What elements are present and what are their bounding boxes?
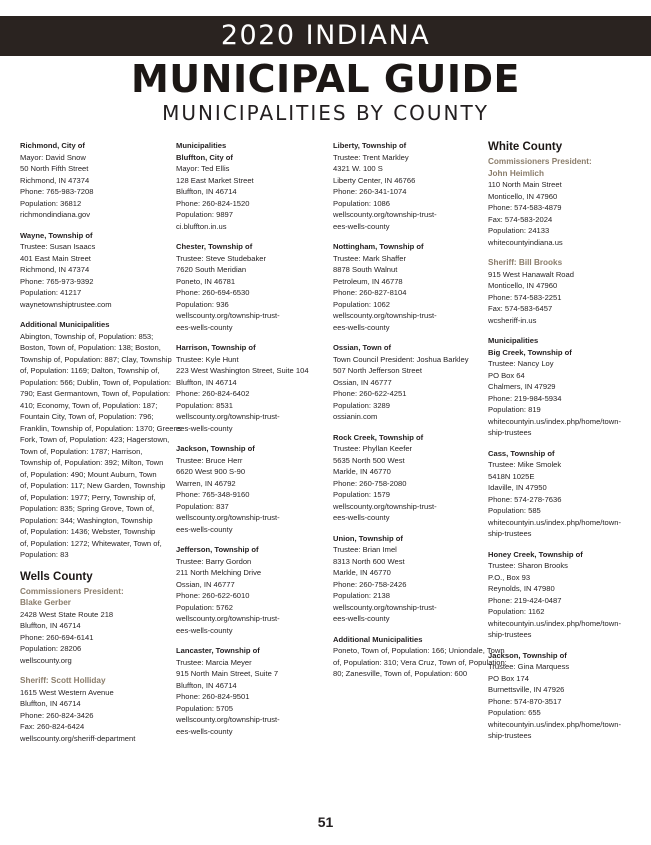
entry-line: Phone: 260-758-2426 [333, 579, 407, 589]
entry-line: Bluffton, IN 46714 [176, 377, 237, 387]
entry-line: Fax: 260-824-6424 [20, 722, 85, 731]
entry-line: wellscounty.org/sheriff-department [20, 733, 136, 743]
entry-line: Phone: 219-984-5934 [488, 393, 562, 403]
entry-line: Population: 9897 [176, 210, 234, 219]
entry-line: Phone: 260-827-8104 [333, 288, 407, 297]
entry-line: Phone: 260-341-1074 [333, 187, 407, 196]
entry-wells-sheriff [20, 675, 165, 744]
entry-line: Trustee: Susan Isaacs [20, 242, 96, 251]
commissioner-name: Blake Gerber [20, 598, 71, 607]
entry-line: Population: 936 [176, 299, 229, 309]
entry-line: 790; East Germantown, Town of, Population: [20, 389, 171, 398]
entry-line: ship-trustees [488, 529, 532, 538]
entry-line: 507 North Jefferson Street [333, 366, 422, 375]
entry-line: Population: 1162 [488, 607, 545, 616]
entry-line: wellscounty.org/township-trust- [333, 210, 437, 219]
entry-line: Phone: 574-278-7636 [488, 494, 562, 504]
entry-line: of, Population: 117; New Garden, Township [20, 481, 166, 490]
entry-line: Bluffton, IN 46714 [176, 680, 237, 690]
entry-line: Trustee: Nancy Loy [488, 359, 554, 368]
entry-line: wellscounty.org/township-trust- [333, 501, 437, 511]
entry-line: Abington, Township of, Population: 853; [20, 331, 154, 341]
entry-line: Poneto, Town of, Population: 166; Uniondale, Town [333, 646, 505, 655]
entry-line: Trustee: Mike Smolek [488, 460, 562, 469]
entry-union [333, 533, 478, 625]
entry-name: Jackson, Township of [176, 444, 255, 453]
entry-honey-creek [488, 549, 633, 641]
entry-name: Nottingham, Township of [333, 242, 424, 251]
entry-line: wcsheriff-in.us [488, 315, 537, 325]
entry-line: Poneto, IN 46781 [176, 276, 236, 286]
entry-line: whitecountyin.us/index.php/home/town- [488, 719, 621, 729]
entry-line: wellscounty.org/township-trust- [176, 412, 280, 421]
entry-name: Union, Township of [333, 533, 403, 543]
entry-line: Boston, Town of, Population: 138; Boston, [20, 343, 161, 352]
entry-line: 50 North Fifth Street [20, 164, 89, 173]
entry-jackson-wells [176, 443, 301, 535]
header-top-text: 2020 INDIANA [220, 20, 431, 51]
entry-white-sheriff [488, 257, 633, 326]
municipalities-label: Municipalities [176, 141, 227, 150]
entry-line: Trustee: Kyle Hunt [176, 354, 239, 364]
entry-line: Population: 83 [20, 550, 69, 559]
entry-line: Warren, IN 46792 [176, 478, 236, 488]
entry-line: Phone: 765-348-9160 [176, 490, 250, 499]
header-bar [0, 16, 651, 56]
entry-line: of, Population: 310; Vera Cruz, Town of, Population: [333, 657, 507, 667]
entry-line: of, Population: 1977; Perry, Township of, [20, 492, 156, 502]
county-heading-white: White County [488, 141, 563, 153]
entry-big-creek [488, 335, 633, 439]
entry-line: ship-trustees [488, 630, 532, 639]
entry-line: 128 East Market Street [176, 175, 254, 185]
entry-line: wellscounty.org/township-trust- [333, 311, 437, 320]
entry-line: Trustee: Marcia Meyer [176, 657, 252, 667]
entry-line: 1615 West Western Avenue [20, 687, 114, 697]
commissioner-label: Commissioners President: [488, 157, 592, 166]
entry-wells-commissioner [20, 586, 165, 667]
entry-name: Chester, Township of [176, 242, 253, 251]
entry-line: Population: 1062 [333, 299, 391, 309]
entry-line: Population: 585 [488, 506, 541, 515]
entry-wayne [20, 230, 165, 311]
entry-line: 915 North Main Street, Suite 7 [176, 669, 279, 678]
entry-line: whitecountyin.us/index.php/home/town- [488, 416, 621, 426]
commissioner-name: John Heimlich [488, 168, 544, 178]
entry-white-commissioner [488, 156, 633, 248]
entry-name: Ossian, Town of [333, 343, 392, 352]
entry-line: Population: 8531 [176, 400, 234, 410]
page-number: 51 [317, 814, 334, 830]
entry-line: Phone: 260-694-6530 [176, 288, 250, 297]
sheriff-details [488, 269, 633, 327]
entry-line: Monticello, IN 47960 [488, 281, 558, 290]
sheriff-label: Sheriff: Scott Holliday [20, 676, 106, 685]
entry-line: Mayor: Ted Ellis [176, 164, 230, 173]
entry-line: Phone: 765-983-7208 [20, 187, 94, 196]
entry-line: of, Population: 490; Mount Auburn, Town [20, 469, 157, 479]
entry-line: richmondindiana.gov [20, 210, 91, 219]
entry-line: Population: 5762 [176, 602, 234, 612]
entry-line: whitecountyindiana.us [488, 237, 563, 247]
entry-line: Population: 566; Dublin, Town of, Population: [20, 377, 171, 387]
entry-chester [176, 241, 301, 333]
bluffton-block [176, 152, 301, 233]
entry-line: Population: 2138 [333, 591, 391, 600]
commissioner-label: Commissioners President: [20, 586, 124, 596]
entry-line: wellscounty.org/township-trust- [333, 602, 437, 612]
entry-line: Population: 819 [488, 405, 541, 414]
entry-line: Phone: 574-870-3517 [488, 696, 562, 706]
entry-line: 5418N 1025E [488, 471, 535, 481]
entry-line: Population: 1086 [333, 198, 391, 208]
additional-body [333, 645, 507, 680]
entry-name: Lancaster, Township of [176, 646, 260, 655]
entry-line: ossianin.com [333, 412, 378, 421]
entry-line: 4321 W. 100 S [333, 164, 383, 173]
entry-line: Population: 41217 [20, 288, 82, 297]
additional-body [20, 331, 182, 561]
entry-line: wellscounty.org/township-trust- [176, 614, 280, 623]
entry-line: ees-wells-county [333, 513, 390, 522]
column-2 [176, 140, 309, 746]
entry-line: Phone: 260-824-9501 [176, 692, 250, 701]
entry-rock-creek [333, 432, 478, 524]
entry-line: PO Box 174 [488, 673, 529, 683]
entry-line: Population: 24133 [488, 226, 550, 235]
entry-line: 6620 West 900 S-90 [176, 467, 246, 476]
entry-line: ship-trustees [488, 428, 532, 437]
entry-line: 7620 South Meridian [176, 265, 247, 274]
entry-line: Town Council President: Joshua Barkley [333, 354, 469, 364]
entry-line: Trustee: Bruce Herr [176, 455, 243, 465]
entry-line: ship-trustees [488, 731, 532, 740]
entry-line: Chalmers, IN 47929 [488, 382, 556, 391]
entry-line: ci.bluffton.in.us [176, 221, 227, 231]
entry-line: Fax: 574-583-2024 [488, 214, 553, 224]
entry-jefferson [176, 544, 301, 636]
entry-line: Population: 5705 [176, 703, 234, 713]
entry-line: 223 West Washington Street, Suite 104 [176, 366, 309, 375]
entry-name: Cass, Township of [488, 448, 555, 458]
entry-ossian [333, 342, 478, 423]
entry-line: Phone: 219-424-0487 [488, 595, 562, 605]
entry-additional-wells [333, 634, 507, 680]
entry-line: Township of, Population: 392; Milton, Town [20, 458, 164, 467]
entry-line: 8313 North 600 West [333, 556, 405, 566]
entry-line: Phone: 260-622-4251 [333, 389, 407, 398]
entry-line: Trustee: Phyllan Keefer [333, 444, 413, 453]
entry-line: Richmond, IN 47374 [20, 175, 90, 185]
column-1 [20, 140, 182, 753]
entry-harrison [176, 342, 309, 434]
entry-line: 401 East Main Street [20, 253, 91, 263]
page-subtitle: MUNICIPALITIES BY COUNTY [162, 101, 489, 125]
entry-line: ees-wells-county [176, 423, 233, 433]
entry-line: Markle, IN 46770 [333, 467, 391, 476]
entry-line: P.O., Box 93 [488, 572, 531, 582]
entry-line: Phone: 260-622-6010 [176, 591, 250, 600]
entry-name: Rock Creek, Township of [333, 432, 424, 442]
entry-line: Fax: 574-583-6457 [488, 304, 553, 313]
entry-line: Trustee: Trent Markley [333, 152, 409, 162]
entry-line: Petroleum, IN 46778 [333, 276, 403, 286]
entry-line: Trustee: Barry Gordon [176, 556, 252, 566]
entry-line: ees-wells-county [176, 524, 233, 534]
entry-line: waynetownshiptrustee.com [20, 299, 112, 309]
county-heading-wells: Wells County [20, 570, 93, 583]
entry-line: Phone: 574-583-4879 [488, 203, 562, 212]
entry-line: Population: 655 [488, 708, 541, 717]
entry-line: 2428 West State Route 218 [20, 609, 114, 619]
entry-line: Population: 835; Spring Grove, Town of, [20, 504, 155, 513]
entry-line: ees-wells-county [333, 322, 390, 332]
entry-line: Phone: 765-973-9392 [20, 276, 94, 286]
sheriff-label: Sheriff: Bill Brooks [488, 258, 563, 267]
entry-line: ees-wells-county [176, 322, 233, 332]
entry-line: of, Population: 1272; Whitewater, Town of, [20, 538, 162, 548]
entry-line: Phone: 260-758-2080 [333, 478, 407, 488]
entry-line: 110 North Main Street [488, 180, 562, 189]
entry-name: Honey Creek, Township of [488, 549, 583, 559]
entry-line: Ossian, IN 46777 [176, 579, 235, 589]
entry-line: of, Population: 1169; Dalton, Township of, [20, 366, 160, 375]
entry-line: Population: 28206 [20, 644, 82, 653]
entry-line: Burnettsville, IN 47926 [488, 685, 565, 694]
entry-line: Phone: 260-824-1520 [176, 198, 250, 208]
entry-line: ees-wells-county [176, 625, 233, 635]
entry-line: Fountain City, Town of, Population: 796; [20, 412, 154, 421]
entry-line: 915 West Hanawalt Road [488, 269, 574, 279]
entry-name: Big Creek, Township of [488, 347, 572, 357]
entry-line: Monticello, IN 47960 [488, 191, 558, 201]
entry-line: Reynolds, IN 47980 [488, 584, 555, 593]
entry-line: PO Box 64 [488, 370, 525, 380]
entry-line: 211 North Melching Drive [176, 568, 262, 577]
entry-name: Jefferson, Township of [176, 545, 259, 554]
entry-line: Trustee: Steve Studebaker [176, 253, 267, 263]
entry-line: Population: 837 [176, 501, 229, 511]
entry-line: ees-wells-county [176, 726, 233, 736]
entry-name: Liberty, Township of [333, 141, 407, 150]
column-4 [488, 140, 633, 751]
entry-cass [488, 448, 633, 540]
entry-line: Phone: 574-583-2251 [488, 292, 562, 302]
entry-name: Jackson, Township of [488, 650, 567, 660]
entry-line: Population: 1579 [333, 490, 391, 499]
entry-name: Richmond, City of [20, 141, 85, 150]
entry-line: Population: 344; Washington, Township [20, 515, 153, 525]
commissioner-details [488, 179, 633, 248]
entry-richmond [20, 140, 165, 221]
entry-line: 8878 South Walnut [333, 265, 398, 274]
entry-line: whitecountyin.us/index.php/home/town- [488, 618, 621, 628]
entry-line: Ossian, IN 46777 [333, 377, 392, 387]
entry-line: Phone: 260-694-6141 [20, 632, 94, 642]
additional-heading: Additional Municipalities [333, 634, 423, 644]
entry-line: Bluffton, IN 46714 [176, 187, 237, 196]
municipalities-label: Municipalities [488, 336, 539, 345]
entry-line: of, Population: 1436; Webster, Township [20, 527, 156, 536]
commissioner-details [20, 609, 165, 667]
entry-line: ees-wells-county [333, 614, 390, 623]
entry-lancaster [176, 645, 301, 737]
entry-line: Trustee: Mark Shaffer [333, 253, 407, 263]
entry-line: Franklin, Township of, Population: 1370; Greens [20, 423, 182, 433]
entry-line: Trustee: Gina Marquess [488, 662, 570, 671]
page-title: MUNICIPAL GUIDE [130, 57, 521, 101]
entry-line: 5635 North 500 West [333, 455, 405, 465]
entry-line: Idaville, IN 47950 [488, 483, 547, 492]
entry-line: Population: 36812 [20, 198, 82, 208]
entry-line: Richmond, IN 47374 [20, 265, 90, 274]
entry-line: Bluffton, IN 46714 [20, 699, 81, 708]
entry-line: 80; Zanesville, Town of, Population: 600 [333, 669, 468, 678]
entry-liberty [333, 140, 478, 232]
entry-line: 410; Economy, Town of, Population: 187; [20, 400, 158, 410]
entry-nottingham [333, 241, 478, 333]
entry-line: whitecountyin.us/index.php/home/town- [488, 517, 621, 527]
entry-name: Bluffton, City of [176, 152, 233, 162]
entry-line: Markle, IN 46770 [333, 568, 391, 577]
entry-line: Mayor: David Snow [20, 152, 86, 162]
entry-line: Fork, Town of, Population: 423; Hagerstown, [20, 435, 170, 444]
entry-line: Town of, Population: 1787; Harrison, [20, 446, 143, 456]
entry-line: Liberty Center, IN 46766 [333, 175, 416, 185]
entry-line: Population: 3289 [333, 400, 391, 410]
entry-line: wellscounty.org [20, 655, 72, 665]
entry-line: ees-wells-county [333, 221, 390, 231]
entry-line: Phone: 260-824-3426 [20, 710, 94, 720]
entry-line: Bluffton, IN 46714 [20, 621, 81, 630]
entry-line: Trustee: Brian Imel [333, 545, 397, 554]
sheriff-details [20, 687, 165, 745]
entry-jackson-white [488, 650, 633, 742]
entry-line: wellscounty.org/township-trust- [176, 513, 280, 522]
big-creek-block [488, 347, 633, 439]
additional-heading: Additional Municipalities [20, 320, 110, 329]
entry-line: wellscounty.org/township-trust- [176, 311, 280, 320]
entry-line: Township of, Population: 887; Clay, Township [20, 354, 172, 364]
entry-additional-wayne [20, 319, 182, 561]
entry-name: Harrison, Township of [176, 343, 256, 352]
entry-name: Wayne, Township of [20, 230, 93, 240]
entry-line: Trustee: Sharon Brooks [488, 561, 568, 570]
entry-line: wellscounty.org/township-trust- [176, 715, 280, 724]
entry-bluffton [176, 140, 301, 232]
entry-line: Phone: 260-824-6402 [176, 389, 250, 398]
